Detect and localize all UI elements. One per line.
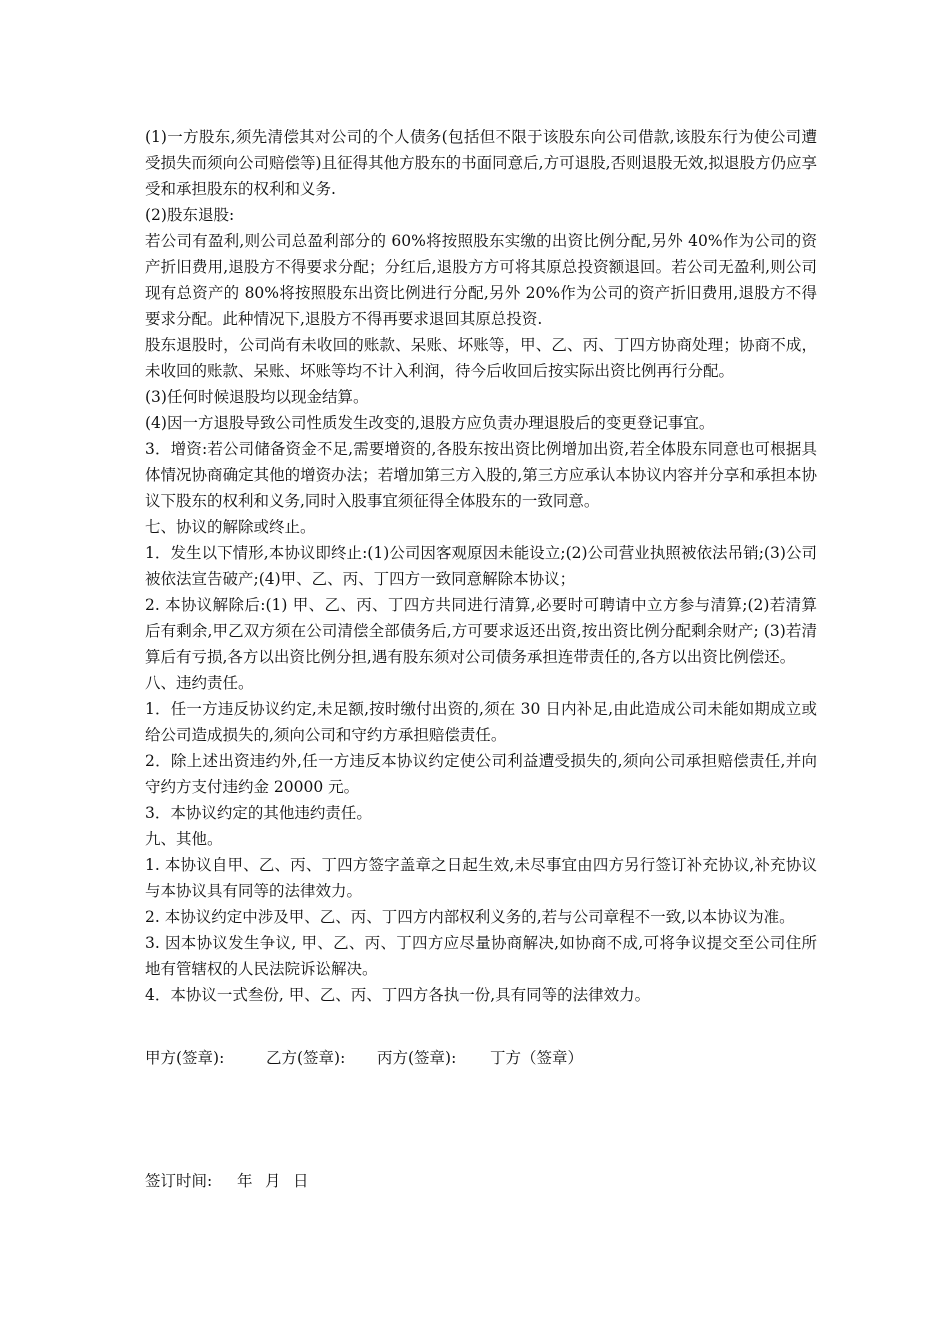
clause-capital-default: 1．任一方违反协议约定,未足额,按时缴付出资的,须在 30 日内补足,由此造成公司未能如期成立或给公司造成损失的,须向公司和守约方承担赔偿责任。	[145, 700, 817, 744]
section-heading-liability: 八、违约责任。	[145, 674, 254, 692]
signing-date	[145, 1168, 309, 1194]
clause-copies: 4．本协议一式叁份, 甲、乙、丙、丁四方各执一份,具有同等的法律效力。	[145, 986, 651, 1004]
signing-date-year: 年	[237, 1172, 253, 1190]
signature-line	[145, 1045, 817, 1071]
clause-registration-change: (4)因一方退股导致公司性质发生改变的,退股方应负责办理退股后的变更登记事宜。	[145, 414, 715, 432]
signing-date-day: 日	[293, 1172, 309, 1190]
signing-date-month: 月	[265, 1172, 281, 1190]
clause-receivables: 股东退股时，公司尚有未收回的账款、呆账、坏账等，甲、乙、丙、丁四方协商处理；协商不成，未收回的账款、呆账、坏账等均不计入利润，待今后收回后按实际出资比例再行分配。	[145, 336, 817, 380]
agreement-body	[145, 124, 817, 1008]
signature-party-d: 丁方（签章）	[490, 1049, 584, 1067]
clause-other-liability: 3．本协议约定的其他违约责任。	[145, 804, 372, 822]
clause-precedence: 2. 本协议约定中涉及甲、乙、丙、丁四方内部权利义务的,若与公司章程不一致,以本协议为准。	[145, 908, 795, 926]
clause-termination-cases: 1．发生以下情形,本协议即终止:(1)公司因客观原因未能设立;(2)公司营业执照被依法吊销;(3)公司被依法宣告破产;(4)甲、乙、丙、丁四方一致同意解除本协议；	[145, 544, 817, 588]
clause-effective-date: 1. 本协议自甲、乙、丙、丁四方签字盖章之日起生效,未尽事宜由四方另行签订补充协议,补充协议与本协议具有同等的法律效力。	[145, 856, 817, 900]
clause-capital-increase: 3．增资:若公司储备资金不足,需要增资的,各股东按出资比例增加出资,若全体股东同意也可根据具体情况协商确定其他的增资办法；若增加第三方入股的,第三方应承认本协议内容并分享和承担本协议下股东的权利和义务,同时入股事宜须征得全体股东的一致同意。	[145, 440, 817, 510]
signature-party-a: 甲方(签章):	[145, 1049, 225, 1067]
signing-date-label: 签订时间:	[145, 1172, 213, 1190]
clause-profit-distribution: 若公司有盈利,则公司总盈利部分的 60%将按照股东实缴的出资比例分配,另外 40%作为公司的资产折旧费用,退股方不得要求分配；分红后,退股方方可将其原总投资额退回。若公司无盈利,则公司现有总资产的 80%将按照股东出资比例进行分配,另外 20%作为公司的资产折旧费用,退股方不得要求分配。此种情况下,退股方不得再要求退回其原总投资.	[145, 232, 817, 328]
signature-party-c: 丙方(签章):	[377, 1049, 457, 1067]
section-heading-termination: 七、协议的解除或终止。	[145, 518, 316, 536]
clause-liquidation: 2. 本协议解除后:(1) 甲、乙、丙、丁四方共同进行清算,必要时可聘请中立方参与清算;(2)若清算后有剩余,甲乙双方须在公司清偿全部债务后,方可要求返还出资,按出资比例分配剩余财产; (3)若清算后有亏损,各方以出资比例分担,遇有股东须对公司债务承担连带责任的,各方以出资比例偿还。	[145, 596, 817, 666]
section-heading-misc: 九、其他。	[145, 830, 223, 848]
clause-withdrawal-debt: (1)一方股东,须先清偿其对公司的个人债务(包括但不限于该股东向公司借款,该股东行为使公司遭受损失而须向公司赔偿等)且征得其他方股东的书面同意后,方可退股,否则退股无效,拟退股方仍应享受和承担股东的权利和义务.	[145, 128, 817, 198]
clause-penalty: 2．除上述出资违约外,任一方违反本协议约定使公司利益遭受损失的,须向公司承担赔偿责任,并向守约方支付违约金 20000 元。	[145, 752, 817, 796]
clause-dispute-resolution: 3. 因本协议发生争议, 甲、乙、丙、丁四方应尽量协商解决,如协商不成,可将争议提交至公司住所地有管辖权的人民法院诉讼解决。	[145, 934, 817, 978]
signature-party-b: 乙方(签章):	[266, 1049, 346, 1067]
clause-withdrawal-heading: (2)股东退股:	[145, 206, 235, 224]
clause-cash-settlement: (3)任何时候退股均以现金结算。	[145, 388, 369, 406]
